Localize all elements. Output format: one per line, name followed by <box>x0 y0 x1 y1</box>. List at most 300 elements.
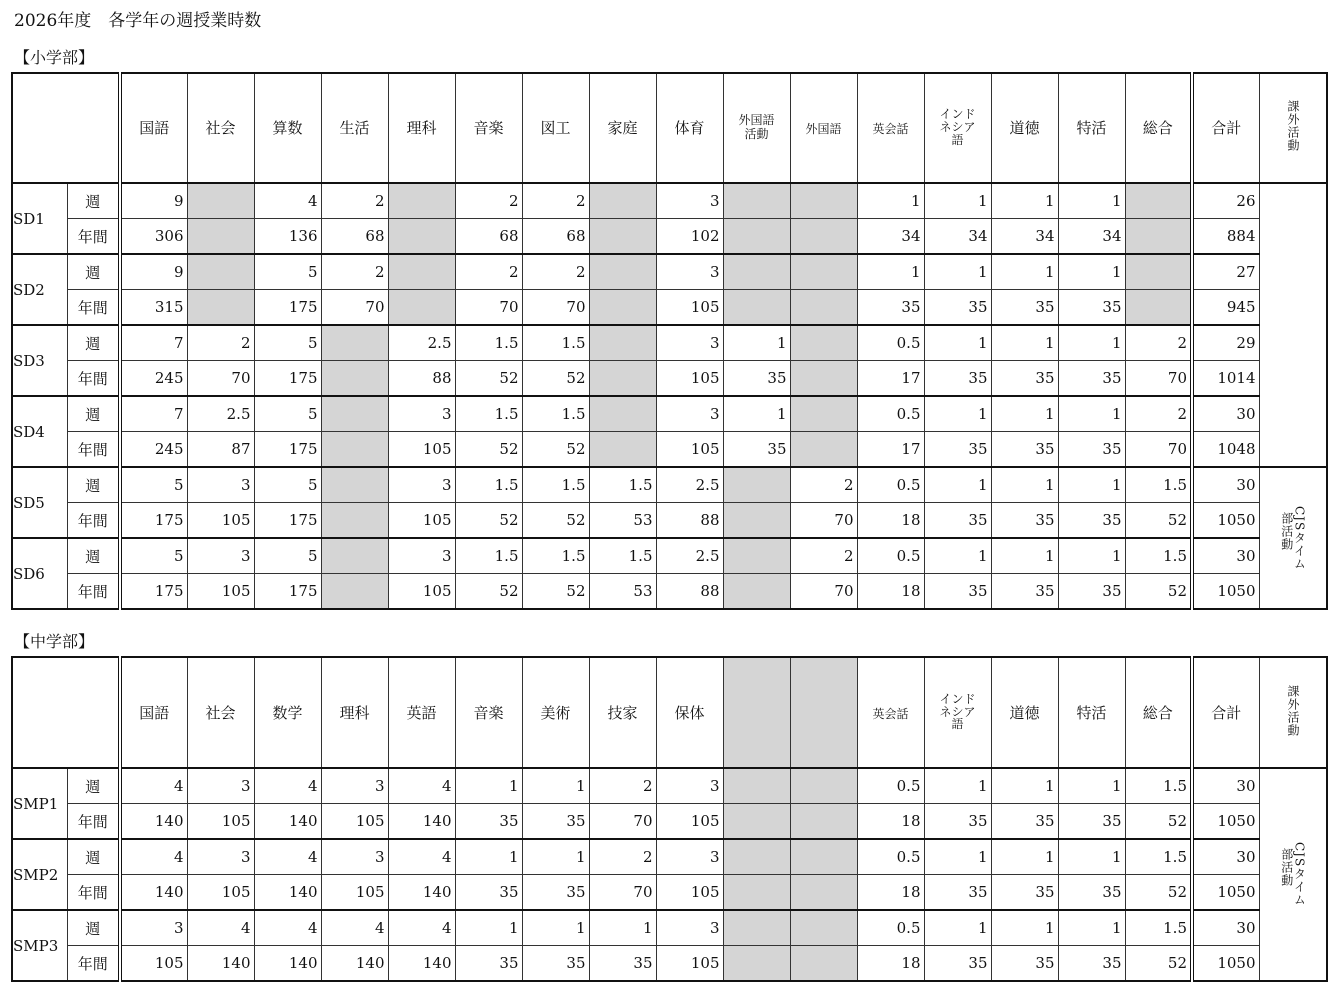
header-extra-activities: 課外活動 <box>1259 73 1327 183</box>
hours-cell: 315 <box>120 290 187 326</box>
hours-cell: 4 <box>254 910 321 946</box>
hours-cell <box>790 325 857 361</box>
total-cell: 30 <box>1192 768 1259 804</box>
hours-cell: 1 <box>991 183 1058 219</box>
table-row <box>12 503 1327 539</box>
hours-cell: 17 <box>857 432 924 468</box>
hours-cell: 175 <box>120 503 187 539</box>
hours-cell: 1 <box>1058 467 1125 503</box>
hours-cell: 18 <box>857 804 924 840</box>
hours-cell: 52 <box>522 432 589 468</box>
hours-cell <box>723 804 790 840</box>
hours-cell: 35 <box>522 804 589 840</box>
hours-cell <box>790 396 857 432</box>
hours-cell: 245 <box>120 361 187 397</box>
hours-cell: 2 <box>589 768 656 804</box>
hours-cell: 1 <box>924 183 991 219</box>
header-4: 理科 <box>321 657 388 768</box>
hours-cell <box>589 325 656 361</box>
hours-cell: 35 <box>1058 804 1125 840</box>
hours-cell: 5 <box>120 467 187 503</box>
header-1: 国語 <box>120 73 187 183</box>
hours-cell: 0.5 <box>857 325 924 361</box>
table-row <box>12 219 1327 255</box>
hours-cell: 9 <box>120 183 187 219</box>
hours-cell: 3 <box>388 538 455 574</box>
grade-label: SD5 <box>12 467 67 538</box>
hours-cell: 35 <box>1058 290 1125 326</box>
total-cell: 1014 <box>1192 361 1259 397</box>
hours-cell: 1 <box>522 910 589 946</box>
hours-cell: 35 <box>455 804 522 840</box>
hours-cell: 35 <box>924 875 991 911</box>
hours-cell: 35 <box>924 290 991 326</box>
hours-cell: 2 <box>187 325 254 361</box>
hours-cell <box>723 875 790 911</box>
hours-cell <box>589 254 656 290</box>
table-row <box>12 574 1327 610</box>
hours-cell <box>388 183 455 219</box>
hours-cell: 1 <box>589 910 656 946</box>
hours-cell: 1.5 <box>589 538 656 574</box>
annual-unit-label: 年間 <box>67 574 120 610</box>
hours-cell: 4 <box>254 839 321 875</box>
hours-cell: 1.5 <box>589 467 656 503</box>
hours-cell: 1 <box>924 254 991 290</box>
hours-cell: 35 <box>1058 432 1125 468</box>
hours-cell <box>723 183 790 219</box>
hours-cell: 70 <box>790 574 857 610</box>
hours-cell: 0.5 <box>857 910 924 946</box>
hours-cell: 35 <box>924 503 991 539</box>
table-row <box>12 768 1327 804</box>
hours-cell <box>790 910 857 946</box>
header-5: 理科 <box>388 73 455 183</box>
hours-cell: 105 <box>388 574 455 610</box>
hours-cell: 35 <box>455 875 522 911</box>
hours-cell <box>589 219 656 255</box>
annual-unit-label: 年間 <box>67 503 120 539</box>
hours-cell: 4 <box>120 839 187 875</box>
total-cell: 1050 <box>1192 503 1259 539</box>
hours-cell: 105 <box>187 804 254 840</box>
hours-cell: 140 <box>254 875 321 911</box>
hours-cell: 3 <box>187 768 254 804</box>
hours-cell: 2 <box>455 254 522 290</box>
hours-cell: 105 <box>321 875 388 911</box>
hours-cell: 1 <box>1058 839 1125 875</box>
hours-cell: 35 <box>991 361 1058 397</box>
total-cell: 30 <box>1192 538 1259 574</box>
hours-cell: 1 <box>1058 538 1125 574</box>
extra-empty-cell <box>1259 183 1327 467</box>
header-3: 数学 <box>254 657 321 768</box>
table-row <box>12 875 1327 911</box>
hours-cell: 1 <box>924 538 991 574</box>
grade-label: SMP1 <box>12 768 67 839</box>
hours-cell <box>790 875 857 911</box>
hours-cell: 35 <box>723 432 790 468</box>
annual-unit-label: 年間 <box>67 219 120 255</box>
hours-cell: 1.5 <box>455 396 522 432</box>
hours-cell: 1 <box>991 839 1058 875</box>
hours-cell: 88 <box>656 574 723 610</box>
hours-cell: 3 <box>656 839 723 875</box>
hours-cell: 2.5 <box>656 467 723 503</box>
hours-cell: 34 <box>1058 219 1125 255</box>
hours-cell: 175 <box>254 290 321 326</box>
header-9: 保体 <box>656 657 723 768</box>
hours-cell <box>187 290 254 326</box>
hours-cell <box>187 219 254 255</box>
hours-cell: 52 <box>1125 875 1192 911</box>
hours-cell <box>187 183 254 219</box>
hours-cell: 4 <box>254 183 321 219</box>
hours-cell: 3 <box>388 467 455 503</box>
hours-cell <box>790 219 857 255</box>
hours-cell: 2.5 <box>656 538 723 574</box>
hours-cell <box>1125 290 1192 326</box>
weekly-unit-label: 週 <box>67 396 120 432</box>
hours-cell: 52 <box>1125 574 1192 610</box>
header-11 <box>790 657 857 768</box>
hours-cell: 34 <box>991 219 1058 255</box>
hours-cell <box>321 361 388 397</box>
header-9: 体育 <box>656 73 723 183</box>
hours-cell: 105 <box>187 574 254 610</box>
hours-cell: 68 <box>321 219 388 255</box>
cjs-time-text: CJSタイム <box>1292 842 1307 907</box>
hours-cell: 102 <box>656 219 723 255</box>
hours-cell: 35 <box>991 946 1058 982</box>
elementary-schedule-table <box>11 72 1328 610</box>
hours-cell: 52 <box>1125 804 1192 840</box>
hours-cell: 52 <box>455 503 522 539</box>
hours-cell: 1 <box>924 325 991 361</box>
club-activities-text: 部活動 <box>1279 511 1294 551</box>
header-13: インド ネシア 語 <box>924 73 991 183</box>
grade-label: SD6 <box>12 538 67 609</box>
hours-cell: 35 <box>991 290 1058 326</box>
hours-cell: 7 <box>120 325 187 361</box>
hours-cell: 3 <box>388 396 455 432</box>
hours-cell: 68 <box>522 219 589 255</box>
hours-cell: 1 <box>455 839 522 875</box>
hours-cell: 3 <box>656 910 723 946</box>
hours-cell <box>589 290 656 326</box>
hours-cell <box>1125 183 1192 219</box>
hours-cell: 1 <box>522 839 589 875</box>
hours-cell: 1.5 <box>522 325 589 361</box>
hours-cell <box>790 946 857 982</box>
header-8: 家庭 <box>589 73 656 183</box>
total-cell: 945 <box>1192 290 1259 326</box>
total-cell: 30 <box>1192 396 1259 432</box>
hours-cell <box>723 946 790 982</box>
hours-cell: 0.5 <box>857 768 924 804</box>
grade-label: SMP3 <box>12 910 67 981</box>
hours-cell: 1 <box>857 254 924 290</box>
hours-cell <box>321 325 388 361</box>
hours-cell: 35 <box>991 804 1058 840</box>
hours-cell: 1 <box>924 768 991 804</box>
grade-label: SMP2 <box>12 839 67 910</box>
hours-cell: 4 <box>388 768 455 804</box>
header-13: インド ネシア 語 <box>924 657 991 768</box>
hours-cell: 1 <box>1058 254 1125 290</box>
table-row <box>12 839 1327 875</box>
hours-cell: 306 <box>120 219 187 255</box>
grade-label: SD4 <box>12 396 67 467</box>
hours-cell: 1.5 <box>1125 538 1192 574</box>
corner-cell <box>12 73 120 183</box>
hours-cell: 52 <box>1125 503 1192 539</box>
hours-cell: 35 <box>1058 503 1125 539</box>
hours-cell: 52 <box>455 361 522 397</box>
hours-cell <box>589 432 656 468</box>
hours-cell: 1 <box>924 839 991 875</box>
cjs-time-text: CJSタイム <box>1292 505 1307 571</box>
hours-cell: 1.5 <box>522 538 589 574</box>
hours-cell: 1.5 <box>1125 839 1192 875</box>
hours-cell <box>723 503 790 539</box>
hours-cell: 70 <box>455 290 522 326</box>
hours-cell: 35 <box>924 432 991 468</box>
header-5: 英語 <box>388 657 455 768</box>
hours-cell: 175 <box>120 574 187 610</box>
hours-cell: 1.5 <box>455 538 522 574</box>
hours-cell <box>790 290 857 326</box>
header-15: 特活 <box>1058 657 1125 768</box>
hours-cell: 88 <box>388 361 455 397</box>
hours-cell: 35 <box>857 290 924 326</box>
hours-cell: 105 <box>656 804 723 840</box>
hours-cell: 4 <box>254 768 321 804</box>
hours-cell: 70 <box>589 804 656 840</box>
hours-cell: 35 <box>455 946 522 982</box>
hours-cell <box>723 768 790 804</box>
hours-cell: 35 <box>924 361 991 397</box>
hours-cell <box>321 396 388 432</box>
hours-cell: 1.5 <box>1125 910 1192 946</box>
hours-cell: 105 <box>120 946 187 982</box>
hours-cell <box>388 254 455 290</box>
hours-cell: 140 <box>187 946 254 982</box>
hours-cell: 3 <box>656 325 723 361</box>
hours-cell: 1.5 <box>522 396 589 432</box>
grade-label: SD3 <box>12 325 67 396</box>
hours-cell: 2 <box>589 839 656 875</box>
hours-cell: 1 <box>522 768 589 804</box>
hours-cell: 1.5 <box>1125 768 1192 804</box>
hours-cell <box>790 361 857 397</box>
hours-cell: 2 <box>522 183 589 219</box>
corner-cell <box>12 657 120 768</box>
hours-cell: 35 <box>522 875 589 911</box>
hours-cell: 1 <box>1058 910 1125 946</box>
hours-cell: 175 <box>254 503 321 539</box>
hours-cell <box>388 290 455 326</box>
hours-cell: 2 <box>321 183 388 219</box>
hours-cell <box>790 183 857 219</box>
hours-cell: 52 <box>522 574 589 610</box>
hours-cell: 5 <box>254 538 321 574</box>
header-11: 外国語 <box>790 73 857 183</box>
hours-cell: 35 <box>924 574 991 610</box>
hours-cell: 136 <box>254 219 321 255</box>
hours-cell: 1.5 <box>455 467 522 503</box>
hours-cell: 70 <box>1125 432 1192 468</box>
hours-cell: 18 <box>857 574 924 610</box>
hours-cell: 70 <box>522 290 589 326</box>
hours-cell: 35 <box>1058 361 1125 397</box>
annual-unit-label: 年間 <box>67 361 120 397</box>
weekly-unit-label: 週 <box>67 768 120 804</box>
hours-cell: 0.5 <box>857 839 924 875</box>
table-row <box>12 183 1327 219</box>
table-row <box>12 254 1327 290</box>
hours-cell: 1 <box>924 910 991 946</box>
hours-cell: 175 <box>254 432 321 468</box>
junior-high-schedule-table <box>11 656 1328 982</box>
total-cell: 1050 <box>1192 804 1259 840</box>
junior-high-section-label: 【中学部】 <box>14 632 95 651</box>
hours-cell: 88 <box>656 503 723 539</box>
table-row <box>12 361 1327 397</box>
hours-cell: 1 <box>924 467 991 503</box>
hours-cell <box>723 254 790 290</box>
hours-cell: 35 <box>991 432 1058 468</box>
hours-cell: 1.5 <box>1125 467 1192 503</box>
hours-cell <box>1125 219 1192 255</box>
hours-cell: 1 <box>991 325 1058 361</box>
header-16: 総合 <box>1125 73 1192 183</box>
hours-cell: 70 <box>1125 361 1192 397</box>
hours-cell: 3 <box>187 538 254 574</box>
total-cell: 1048 <box>1192 432 1259 468</box>
hours-cell <box>321 432 388 468</box>
hours-cell: 5 <box>254 254 321 290</box>
annual-unit-label: 年間 <box>67 290 120 326</box>
hours-cell: 34 <box>857 219 924 255</box>
club-activity-note <box>1259 768 1327 981</box>
hours-cell <box>1125 254 1192 290</box>
hours-cell: 18 <box>857 946 924 982</box>
hours-cell: 0.5 <box>857 467 924 503</box>
weekly-unit-label: 週 <box>67 538 120 574</box>
table-row <box>12 396 1327 432</box>
table-row <box>12 467 1327 503</box>
hours-cell: 70 <box>321 290 388 326</box>
hours-cell <box>723 910 790 946</box>
hours-cell <box>589 361 656 397</box>
hours-cell: 4 <box>388 910 455 946</box>
hours-cell: 4 <box>187 910 254 946</box>
table-row <box>12 432 1327 468</box>
hours-cell: 5 <box>120 538 187 574</box>
hours-cell: 2 <box>1125 396 1192 432</box>
weekly-unit-label: 週 <box>67 325 120 361</box>
hours-cell: 52 <box>522 361 589 397</box>
hours-cell: 2 <box>321 254 388 290</box>
hours-cell: 53 <box>589 503 656 539</box>
hours-cell: 1 <box>1058 325 1125 361</box>
hours-cell: 52 <box>455 432 522 468</box>
total-cell: 26 <box>1192 183 1259 219</box>
hours-cell: 1 <box>455 768 522 804</box>
weekly-unit-label: 週 <box>67 467 120 503</box>
hours-cell: 5 <box>254 325 321 361</box>
hours-cell: 3 <box>321 768 388 804</box>
hours-cell: 1 <box>991 910 1058 946</box>
header-8: 技家 <box>589 657 656 768</box>
hours-cell: 1 <box>723 325 790 361</box>
header-6: 音楽 <box>455 73 522 183</box>
hours-cell: 105 <box>388 432 455 468</box>
hours-cell: 52 <box>522 503 589 539</box>
hours-cell <box>723 538 790 574</box>
hours-cell <box>321 574 388 610</box>
hours-cell: 52 <box>455 574 522 610</box>
hours-cell: 1.5 <box>455 325 522 361</box>
annual-unit-label: 年間 <box>67 875 120 911</box>
header-1: 国語 <box>120 657 187 768</box>
hours-cell: 35 <box>991 574 1058 610</box>
hours-cell: 1 <box>1058 768 1125 804</box>
table-row <box>12 325 1327 361</box>
hours-cell <box>790 839 857 875</box>
hours-cell: 175 <box>254 574 321 610</box>
hours-cell: 18 <box>857 875 924 911</box>
hours-cell: 2.5 <box>388 325 455 361</box>
hours-cell: 140 <box>120 875 187 911</box>
table-row <box>12 910 1327 946</box>
hours-cell <box>321 538 388 574</box>
hours-cell: 105 <box>321 804 388 840</box>
hours-cell: 140 <box>254 946 321 982</box>
hours-cell: 140 <box>321 946 388 982</box>
hours-cell: 5 <box>254 467 321 503</box>
hours-cell: 2.5 <box>187 396 254 432</box>
weekly-unit-label: 週 <box>67 839 120 875</box>
hours-cell: 9 <box>120 254 187 290</box>
hours-cell: 1 <box>924 396 991 432</box>
hours-cell: 35 <box>1058 946 1125 982</box>
annual-unit-label: 年間 <box>67 946 120 982</box>
hours-cell: 4 <box>321 910 388 946</box>
hours-cell: 140 <box>388 804 455 840</box>
hours-cell: 105 <box>656 946 723 982</box>
hours-cell: 3 <box>656 254 723 290</box>
hours-cell: 105 <box>656 290 723 326</box>
header-17: 合計 <box>1192 73 1259 183</box>
weekly-unit-label: 週 <box>67 910 120 946</box>
hours-cell: 1 <box>991 538 1058 574</box>
total-cell: 27 <box>1192 254 1259 290</box>
header-2: 社会 <box>187 73 254 183</box>
header-2: 社会 <box>187 657 254 768</box>
hours-cell: 35 <box>723 361 790 397</box>
hours-cell <box>589 183 656 219</box>
header-12: 英会話 <box>857 73 924 183</box>
hours-cell: 3 <box>656 396 723 432</box>
hours-cell: 105 <box>656 875 723 911</box>
hours-cell <box>388 219 455 255</box>
club-activity-note <box>1259 467 1327 609</box>
header-16: 総合 <box>1125 657 1192 768</box>
header-15: 特活 <box>1058 73 1125 183</box>
header-10: 外国語 活動 <box>723 73 790 183</box>
